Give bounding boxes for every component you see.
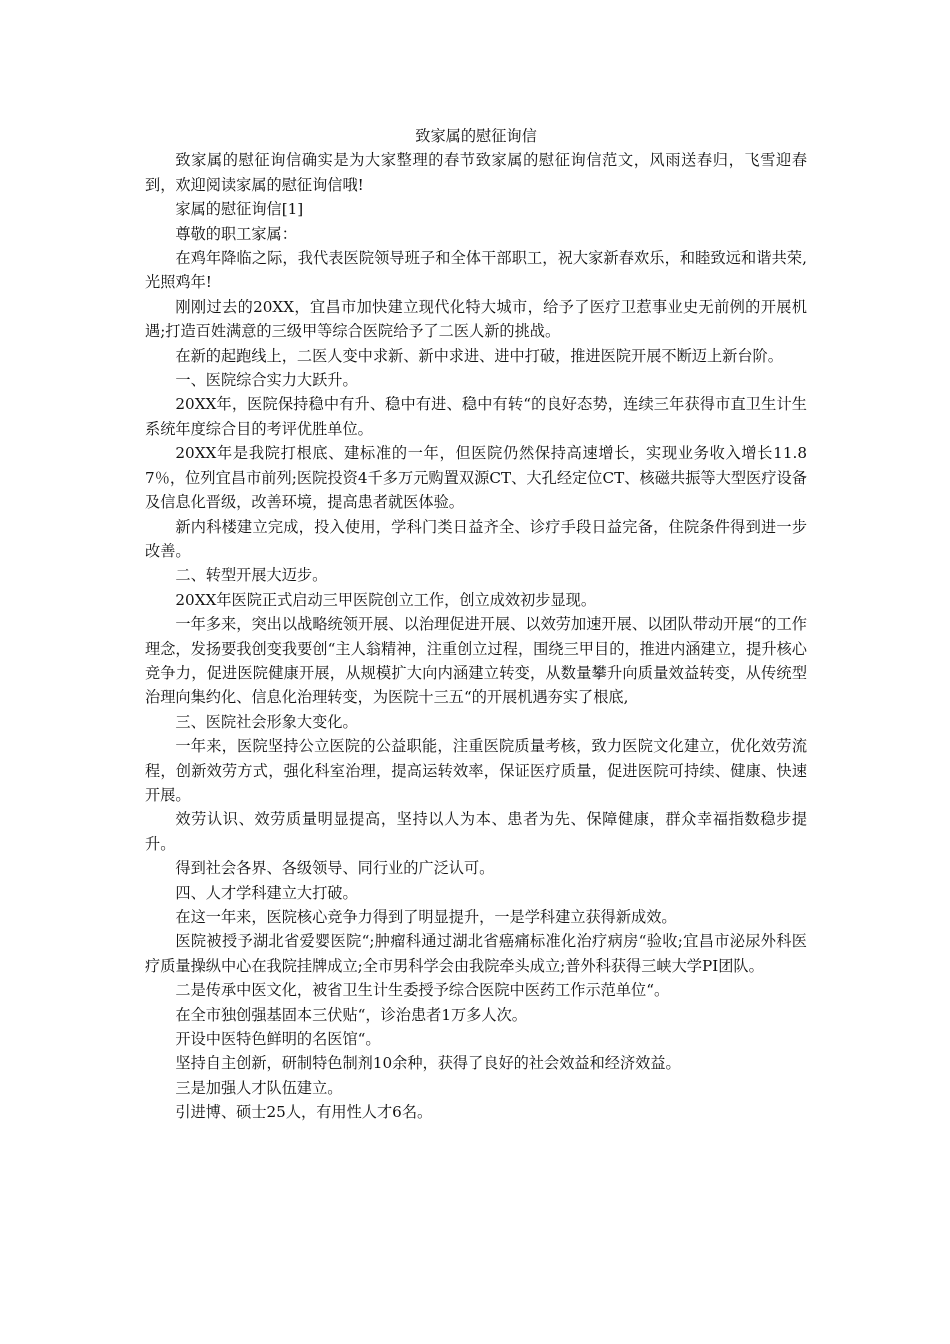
document-page [145, 124, 807, 1125]
paragraph-section4-h: 引进博、硕士25人，有用性人才6名。 [175, 1103, 433, 1122]
paragraph-section4-a: 在这一年来，医院核心竞争力得到了明显提升，一是学科建立获得新成效。 [175, 908, 677, 926]
paragraph-section1-a: 20XX年，医院保持稳中有升、稳中有进、稳中有转“的良好态势，连续三年获得市直卫生计生系统年度综合目的考评优胜单位。 [145, 395, 807, 438]
section-heading-1: 一、医院综合实力大跃升。 [175, 371, 358, 390]
paragraph-section3-c: 得到社会各界、各级领导、同行业的广泛认可。 [175, 859, 495, 878]
section-heading-4: 四、人才学科建立大打破。 [175, 883, 358, 902]
paragraph-section4-d: 在全市独创强基固本三伏贴“，诊治患者1万多人次。 [175, 1005, 527, 1024]
paragraph-section2-a: 20XX年医院正式启动三甲医院创立工作，创立成效初步显现。 [175, 590, 597, 609]
paragraph-past-year: 刚刚过去的20XX，宜昌市加快建立现代化特大城市，给予了医疗卫惹事业史无前例的开展机遇;打造百姓满意的三级甲等综合医院给予了二医人新的挑战。 [145, 297, 807, 341]
paragraph-section4-e: 开设中医特色鲜明的名医馆“。 [175, 1030, 381, 1049]
paragraph-section4-b: 医院被授予湖北省爱婴医院“;肿瘤科通过湖北省癌痛标准化治疗病房“验收;宜昌市泌尿外科医疗质量操纵中心在我院挂牌成立;全市男科学会由我院牵头成立;普外科获得三峡大学PI团队。 [145, 932, 807, 975]
paragraph-intro: 致家属的慰征询信确实是为大家整理的春节致家属的慰征询信范文，风雨送春归，飞雪迎春到，欢迎阅读家属的慰征询信哦! [145, 151, 807, 194]
paragraph-section1-c: 新内科楼建立完成，投入使用，学科门类日益齐全、诊疗手段日益完备，住院条件得到进一步改善。 [145, 517, 807, 560]
paragraph-new-start: 在新的起跑线上，二医人变中求新、新中求进、进中打破，推进医院开展不断迈上新台阶。 [175, 346, 783, 365]
paragraph-section4-g: 三是加强人才队伍建立。 [175, 1078, 343, 1097]
section-heading-2: 二、转型开展大迈步。 [175, 566, 328, 585]
paragraph-greeting: 在鸡年降临之际，我代表医院领导班子和全体干部职工，祝大家新春欢乐，和睦致远和谐共荣,光照鸡年! [145, 249, 807, 292]
paragraph-salutation: 尊敬的职工家属： [175, 224, 297, 243]
paragraph-section2-b: 一年多来，突出以战略统领开展、以治理促进开展、以效劳加速开展、以团队带动开展“的工作理念，发扬要我创变我要创“主人翁精神，注重创立过程，围绕三甲目的，推进内涵建立，提升核心竞争力，促进医院健康开展，从规模扩大向内涵建立转变，从数量攀升向质量效益转变，从传统型治理向集约化、信息化治理转变，为医院十三五“的开展机遇夯实了根底, [145, 615, 807, 707]
document-title: 致家属的慰征询信 [415, 127, 537, 145]
paragraph-section1-b: 20XX年是我院打根底、建标准的一年，但医院仍然保持高速增长，实现业务收入增长11.87％，位列宜昌市前列;医院投资4千多万元购置双源CT、大孔经定位CT、核磁共振等大型医疗设备及信息化晋级，改善环境，提高患者就医体验。 [145, 444, 807, 512]
paragraph-section4-f: 坚持自主创新，研制特色制剂10余种，获得了良好的社会效益和经济效益。 [175, 1054, 681, 1073]
paragraph-section3-b: 效劳认识、效劳质量明显提高，坚持以人为本、患者为先、保障健康，群众幸福指数稳步提升。 [145, 810, 807, 853]
section-heading-3: 三、医院社会形象大变化。 [175, 712, 358, 731]
paragraph-section4-c: 二是传承中医文化，被省卫生计生委授予综合医院中医药工作示范单位“。 [175, 981, 670, 1000]
paragraph-letter-heading: 家属的慰征询信[1] [175, 200, 304, 219]
paragraph-section3-a: 一年来，医院坚持公立医院的公益职能，注重医院质量考核，致力医院文化建立，优化效劳流程，创新效劳方式，强化科室治理，提高运转效率，保证医疗质量，促进医院可持续、健康、快速开展。 [145, 737, 807, 804]
